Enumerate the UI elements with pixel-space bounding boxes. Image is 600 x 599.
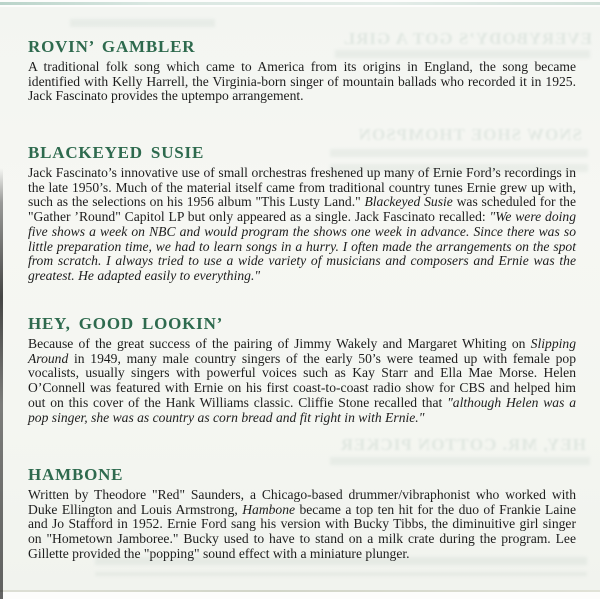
song-section xyxy=(28,313,576,425)
song-section xyxy=(28,464,576,562)
bleedthrough-lines xyxy=(70,19,215,29)
song-section xyxy=(28,142,576,284)
scan-top-edge xyxy=(0,2,600,5)
song-description: A traditional folk song which came to America from its origins in England, the song became identified with Kelly Harrell, the Virginia-born singer of mountain ballads who recorded it in 1925. Jack Fascinato provides the uptempo arrangement. xyxy=(28,59,576,104)
scan-bottom-edge xyxy=(0,590,600,592)
song-title: HEY, GOOD LOOKIN’ xyxy=(28,314,224,333)
song-section xyxy=(28,36,576,104)
song-title: BLACKEYED SUSIE xyxy=(28,143,205,162)
song-description: Written by Theodore "Red" Saunders, a Chicago-based drummer/vibraphonist who worked with Duke Ellington and Louis Armstrong, Hambone became a top ten hit for the duo of Frankie Laine and Jo Stafford in 1952. Ernie Ford sang his version with Bucky Tibbs, the diminuitive girl singer on "Hometown Jamboree." Bucky used to have to stand on a milk crate during the program. Lee Gillette provided the "popping" sound effect with a miniature plunger. xyxy=(28,487,576,561)
song-description: Jack Fascinato’s innovative use of small orchestras freshened up many of Ernie Ford’s recordings in the late 1950’s. Much of the material itself came from traditional country tunes Ernie grew up with, such as the selections on his 1956 album "This Lusty Land." Blackeyed Susie was scheduled for the "Gather ’Round" Capitol LP but only appeared as a single. Jack Fascinato recalled: "We were doing five shows a week on NBC and would program the shows one week in advance. Since there was so little preparation time, we had to learn songs in a hurry. I often made the arrangements on the spot from scratch. I always tried to use a wide variety of musicians and composers and Ernie was the greatest. He adapted easily to everything." xyxy=(28,165,576,283)
bleedthrough-title: SNOW SHOE THOMPSON xyxy=(357,125,582,144)
song-title: ROVIN’ GAMBLER xyxy=(28,37,196,56)
bleedthrough-title: HEY, MR. COTTON PICKER xyxy=(339,435,586,454)
bleedthrough-title: EVERYBODY’S GOT A GIRL xyxy=(342,29,592,48)
song-title: HAMBONE xyxy=(28,465,124,484)
scan-left-edge-shadow xyxy=(0,168,3,599)
song-description: Because of the great success of the pairing of Jimmy Wakely and Margaret Whiting on Slipping Around in 1949, many male country singers of the early 50’s were teamed up with female pop vocalists, usually singers with powerful voices such as Kay Starr and Ella Mae Morse. Helen O’Connell was featured with Ernie on his first coast-to-coast radio show for CBS and helped him out on this cover of the Hank Williams classic. Cliffie Stone recalled that "although Helen was a pop singer, she was as country as corn bread and fit right in with Ernie." xyxy=(28,336,577,425)
